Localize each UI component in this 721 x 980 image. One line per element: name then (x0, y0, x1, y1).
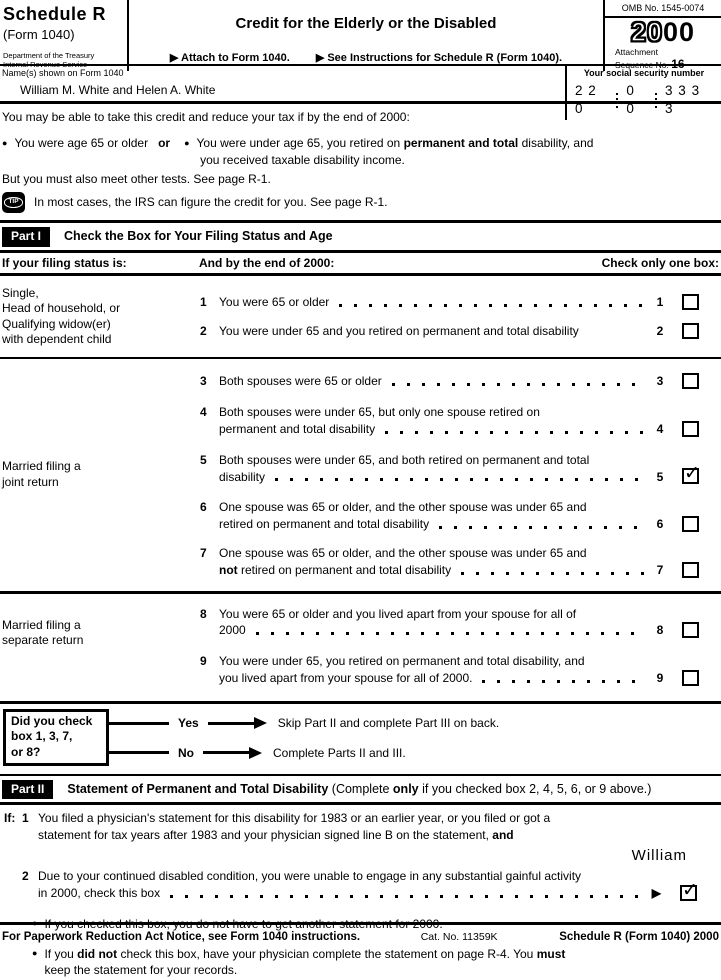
form-header (0, 0, 721, 71)
part1-heading: Check the Box for Your Filing Status and Age (64, 229, 333, 244)
dot-leader (256, 632, 644, 635)
form-number: (Form 1040) (3, 27, 75, 43)
part1-line-9: 9 You were under 65, you retired on permanent and total disability, and you lived apart from your spouse for all of 2000. 9 (193, 653, 721, 687)
yes-path (109, 715, 721, 732)
dept-treasury: Department of the Treasury (3, 51, 95, 61)
part1-line-2: 2 You were under 65 and you retired on permanent and total disability 2 (193, 323, 721, 340)
yes-instruction: Skip Part II and complete Part III on back. (277, 715, 500, 730)
form-footer (0, 922, 721, 945)
no-instruction: Complete Parts II and III. (273, 745, 406, 760)
ssn-label: Your social security number (583, 68, 705, 78)
connector-line (203, 751, 249, 754)
group3-label: Married filing a separate return (2, 617, 84, 647)
dot-leader (170, 895, 642, 898)
attachment-label: Attachment (615, 46, 658, 57)
checkmark: ✓ (682, 879, 698, 901)
other-tests-note: But you must also meet other tests. See page R-1. (2, 172, 271, 187)
part1-line-7: 7 One spouse was 65 or older, and the other spouse was under 65 and not retired on permanent and total disability 7 (193, 545, 721, 579)
part2-condition-2: 2 Due to your continued disabled condition, you were unable to engage in any substantial gainful activity in 2000, check this box ▶ ✓ (2, 868, 719, 902)
intro-section (0, 104, 721, 223)
no-label: No (178, 745, 194, 760)
part1-line-8: 8 You were 65 or older and you lived apart from your spouse for all of 2000 8 (193, 606, 721, 640)
group2-label: Married filing a joint return (2, 459, 81, 489)
part1-badge: Part I (2, 227, 50, 247)
connector-line (208, 722, 254, 725)
catalog-number: Cat. No. 11359K (420, 930, 498, 943)
dot-leader (392, 383, 644, 386)
checkbox-7[interactable] (682, 562, 699, 578)
connector-line (109, 722, 169, 725)
see-instructions-note: ▶ See Instructions for Schedule R (Form 1040). (315, 52, 563, 64)
ssn-separator (655, 93, 657, 108)
dot-leader (482, 680, 644, 683)
tip-icon: TIP (2, 192, 25, 213)
part2-condition-1: If: 1 You filed a physician's statement for this disability for 1983 or an earlier year, or you filed or got a statement for tax years after 1983 and your physician signed line B on the statement, and (4, 811, 551, 843)
filing-group-joint (0, 359, 721, 593)
intro-bullet-1: ● You were age 65 or older (2, 135, 149, 150)
handwritten-name: William (631, 846, 687, 864)
ssn-separator (616, 93, 618, 108)
part1-line-6: 6 One spouse was 65 or older, and the other spouse was under 65 and retired on permanent and total disability 6 (193, 499, 721, 533)
checkmark: ✓ (684, 463, 700, 485)
bullet-icon: ● (32, 917, 38, 928)
tip-text: In most cases, the IRS can figure the credit for you. See page R-1. (34, 195, 388, 210)
paperwork-notice: For Paperwork Reduction Act Notice, see Form 1040 instructions. (2, 930, 361, 943)
bullet-icon: ● (32, 947, 38, 958)
checkbox-2[interactable] (682, 323, 699, 339)
part2-body (0, 805, 721, 979)
checkbox-3[interactable] (682, 373, 699, 389)
part1-line-4: 4 Both spouses were under 65, but only one spouse retired on permanent and total disability 4 (193, 404, 721, 438)
part1-line-5: 5 Both spouses were under 65, and both retired on permanent and total disability 5 ✓ (193, 452, 721, 486)
dot-leader (461, 572, 644, 575)
name-field[interactable]: William M. White and Helen A. White (20, 82, 216, 97)
part2-note-1: ● If you checked this box, you do not have to get another statement for 2000. (32, 916, 719, 933)
no-path (109, 745, 721, 762)
col-filing-status: If your filing status is: (2, 255, 127, 270)
bullet-icon: ● (184, 137, 190, 148)
arrow-right-icon (254, 717, 267, 729)
part2-header (0, 776, 721, 806)
intro-lead: You may be able to take this credit and reduce your tax if by the end of 2000: (2, 110, 410, 124)
ssn-field[interactable]: 2 2 0 0 0 3 3 3 3 (575, 82, 701, 117)
or-label: or (158, 135, 171, 150)
part2-note-2: ● If you did not check this box, have your physician complete the statement on page R-4. You must keep the statement for your records. (32, 946, 719, 980)
checkbox-4[interactable] (682, 421, 699, 437)
pointer-icon: ▶ (651, 885, 661, 900)
checkbox-disability[interactable] (680, 879, 698, 901)
checkbox-6[interactable] (682, 516, 699, 532)
part2-badge: Part II (2, 780, 53, 800)
yes-label: Yes (178, 715, 199, 730)
filing-group-single (0, 276, 721, 359)
dot-leader (339, 304, 644, 307)
checkbox-1[interactable] (682, 294, 699, 310)
arrow-right-icon (249, 747, 262, 759)
schedule-title: Schedule R (3, 4, 107, 24)
sequence-number: Sequence No. 16 (615, 56, 685, 71)
part1-line-1: 1 You were 65 or older 1 (193, 294, 721, 311)
col-end-of-2000: And by the end of 2000: (199, 255, 335, 270)
connector-line (109, 751, 169, 754)
yes-no-flowchart (0, 704, 721, 776)
name-label: Name(s) shown on Form 1040 (2, 68, 124, 78)
checkbox-5[interactable] (682, 463, 700, 485)
intro-bullet-2: ● You were under age 65, you retired on permanent and total disability, and you received taxable disability income. (184, 135, 594, 167)
attach-note: ▶ Attach to Form 1040. (169, 52, 290, 64)
part1-column-headers (0, 253, 721, 276)
page-title: Credit for the Elderly or the Disabled (235, 15, 497, 32)
dot-leader (385, 431, 644, 434)
checkbox-8[interactable] (682, 622, 699, 638)
part1-header (0, 223, 721, 253)
bullet-icon: ● (2, 137, 8, 148)
flowchart-question-box: Did you check box 1, 3, 7, or 8? (3, 709, 109, 766)
irs: Internal Revenue Service (3, 60, 88, 70)
col-check-one-box: Check only one box: (601, 255, 719, 270)
filing-group-separate (0, 594, 721, 704)
part1-line-3: 3 Both spouses were 65 or older 3 (193, 373, 721, 390)
tax-year-logo: 2000 (630, 16, 696, 47)
form-id-footer: Schedule R (Form 1040) 2000 (559, 930, 719, 943)
checkbox-9[interactable] (682, 670, 699, 686)
omb-number: OMB No. 1545-0074 (605, 0, 721, 18)
dot-leader (275, 478, 644, 481)
group1-label: Single, Head of household, or Qualifying widow(er) with dependent child (2, 285, 121, 346)
part2-heading: Statement of Permanent and Total Disability (Complete only if you checked box 2, 4, 5, 6, or 9 above.) (67, 781, 652, 796)
dot-leader (439, 526, 644, 529)
